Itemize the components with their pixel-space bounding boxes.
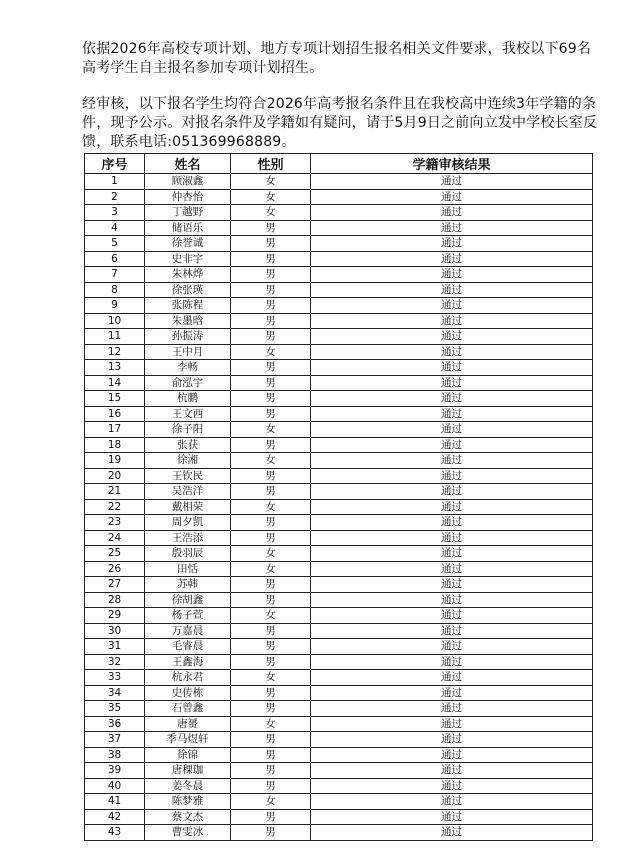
cell-gender: 男: [231, 406, 311, 422]
table-row: [85, 747, 593, 763]
cell-name: 苏韩: [145, 577, 231, 593]
cell-index: 4: [85, 220, 145, 236]
table-row: [85, 794, 593, 810]
cell-result: 通过: [311, 546, 593, 562]
cell-result: 通过: [311, 220, 593, 236]
cell-name: 王浩添: [145, 530, 231, 546]
table-row: [85, 437, 593, 453]
cell-name: 殷羽辰: [145, 546, 231, 562]
table-header-row: [85, 154, 593, 174]
cell-name: 万嘉晨: [145, 623, 231, 639]
table-row: [85, 530, 593, 546]
cell-name: 徐胡鑫: [145, 592, 231, 608]
cell-name: 杭永君: [145, 670, 231, 686]
cell-result: 通过: [311, 778, 593, 794]
cell-result: 通过: [311, 391, 593, 407]
cell-name: 吴浩洋: [145, 484, 231, 500]
table-row: [85, 375, 593, 391]
cell-gender: 男: [231, 484, 311, 500]
header-name: 姓名: [145, 154, 231, 174]
cell-name: 史非宇: [145, 251, 231, 267]
table-row: [85, 298, 593, 314]
cell-result: 通过: [311, 577, 593, 593]
table-row: [85, 546, 593, 562]
cell-result: 通过: [311, 298, 593, 314]
table-row: [85, 391, 593, 407]
cell-index: 22: [85, 499, 145, 515]
cell-name: 孙振涛: [145, 329, 231, 345]
cell-name: 姜冬晨: [145, 778, 231, 794]
cell-name: 唐赟: [145, 716, 231, 732]
cell-result: 通过: [311, 701, 593, 717]
cell-name: 王中月: [145, 344, 231, 360]
cell-gender: 女: [231, 546, 311, 562]
cell-index: 15: [85, 391, 145, 407]
cell-gender: 女: [231, 794, 311, 810]
cell-index: 12: [85, 344, 145, 360]
intro-paragraph-2: 经审核，以下报名学生均符合2026年高考报名条件且在我校高中连续3年学籍的条件，现予公示。对报名条件及学籍如有疑问，请于5月9日之前向立发中学校长室反馈，联系电话:051369968889。: [82, 96, 598, 150]
cell-gender: 男: [231, 329, 311, 345]
cell-result: 通过: [311, 205, 593, 221]
cell-name: 徐张瑛: [145, 282, 231, 298]
cell-name: 丁越野: [145, 205, 231, 221]
cell-result: 通过: [311, 267, 593, 283]
cell-index: 9: [85, 298, 145, 314]
table-row: [85, 205, 593, 221]
cell-gender: 男: [231, 623, 311, 639]
cell-gender: 男: [231, 267, 311, 283]
cell-result: 通过: [311, 685, 593, 701]
table-row: [85, 561, 593, 577]
table-row: [85, 267, 593, 283]
cell-index: 10: [85, 313, 145, 329]
cell-name: 仲杏怡: [145, 189, 231, 205]
cell-name: 杭鹏: [145, 391, 231, 407]
cell-result: 通过: [311, 406, 593, 422]
cell-index: 11: [85, 329, 145, 345]
cell-name: 王钦民: [145, 468, 231, 484]
cell-name: 陈梦雅: [145, 794, 231, 810]
cell-index: 5: [85, 236, 145, 252]
cell-name: 朱林烨: [145, 267, 231, 283]
cell-name: 季马煜轩: [145, 732, 231, 748]
cell-result: 通过: [311, 453, 593, 469]
table-row: [85, 344, 593, 360]
cell-result: 通过: [311, 763, 593, 779]
cell-name: 徐子阳: [145, 422, 231, 438]
table-row: [85, 577, 593, 593]
cell-result: 通过: [311, 608, 593, 624]
cell-name: 张获: [145, 437, 231, 453]
table-row: [85, 670, 593, 686]
cell-gender: 女: [231, 716, 311, 732]
table-row: [85, 592, 593, 608]
cell-result: 通过: [311, 468, 593, 484]
cell-gender: 女: [231, 422, 311, 438]
cell-gender: 男: [231, 360, 311, 376]
cell-gender: 女: [231, 453, 311, 469]
cell-result: 通过: [311, 515, 593, 531]
cell-index: 7: [85, 267, 145, 283]
cell-gender: 女: [231, 608, 311, 624]
cell-result: 通过: [311, 344, 593, 360]
cell-gender: 男: [231, 437, 311, 453]
cell-index: 32: [85, 654, 145, 670]
cell-name: 田恬: [145, 561, 231, 577]
cell-result: 通过: [311, 174, 593, 190]
cell-index: 6: [85, 251, 145, 267]
cell-result: 通过: [311, 623, 593, 639]
table-row: [85, 484, 593, 500]
cell-index: 37: [85, 732, 145, 748]
cell-name: 唐稞珈: [145, 763, 231, 779]
header-index: 序号: [85, 154, 145, 174]
cell-result: 通过: [311, 639, 593, 655]
cell-index: 24: [85, 530, 145, 546]
cell-result: 通过: [311, 437, 593, 453]
cell-index: 29: [85, 608, 145, 624]
cell-index: 26: [85, 561, 145, 577]
cell-gender: 女: [231, 344, 311, 360]
table-row: [85, 732, 593, 748]
cell-result: 通过: [311, 329, 593, 345]
cell-result: 通过: [311, 189, 593, 205]
table-row: [85, 778, 593, 794]
cell-gender: 男: [231, 778, 311, 794]
cell-name: 史传栋: [145, 685, 231, 701]
cell-name: 杨子萱: [145, 608, 231, 624]
cell-name: 张陈程: [145, 298, 231, 314]
cell-index: 42: [85, 809, 145, 825]
cell-index: 34: [85, 685, 145, 701]
cell-result: 通过: [311, 375, 593, 391]
cell-gender: 女: [231, 205, 311, 221]
cell-result: 通过: [311, 825, 593, 841]
student-review-table: [84, 153, 593, 841]
cell-index: 13: [85, 360, 145, 376]
cell-gender: 男: [231, 298, 311, 314]
cell-result: 通过: [311, 732, 593, 748]
cell-gender: 男: [231, 747, 311, 763]
cell-index: 40: [85, 778, 145, 794]
table-row: [85, 329, 593, 345]
cell-index: 27: [85, 577, 145, 593]
table-row: [85, 825, 593, 841]
cell-gender: 女: [231, 499, 311, 515]
cell-gender: 男: [231, 825, 311, 841]
cell-index: 20: [85, 468, 145, 484]
cell-gender: 男: [231, 701, 311, 717]
table-row: [85, 623, 593, 639]
cell-index: 1: [85, 174, 145, 190]
cell-index: 41: [85, 794, 145, 810]
cell-gender: 男: [231, 592, 311, 608]
table-row: [85, 313, 593, 329]
table-row: [85, 716, 593, 732]
table-row: [85, 809, 593, 825]
table-row: [85, 468, 593, 484]
table-row: [85, 453, 593, 469]
cell-gender: 男: [231, 654, 311, 670]
cell-gender: 男: [231, 577, 311, 593]
table-row: [85, 499, 593, 515]
cell-gender: 男: [231, 468, 311, 484]
cell-gender: 男: [231, 391, 311, 407]
cell-name: 蔡文杰: [145, 809, 231, 825]
table-row: [85, 174, 593, 190]
cell-index: 31: [85, 639, 145, 655]
table-row: [85, 282, 593, 298]
cell-gender: 男: [231, 639, 311, 655]
cell-index: 14: [85, 375, 145, 391]
cell-result: 通过: [311, 236, 593, 252]
cell-result: 通过: [311, 313, 593, 329]
cell-result: 通过: [311, 360, 593, 376]
cell-gender: 男: [231, 251, 311, 267]
cell-gender: 女: [231, 670, 311, 686]
cell-result: 通过: [311, 809, 593, 825]
cell-index: 30: [85, 623, 145, 639]
cell-index: 36: [85, 716, 145, 732]
cell-index: 23: [85, 515, 145, 531]
cell-result: 通过: [311, 561, 593, 577]
cell-gender: 男: [231, 515, 311, 531]
cell-gender: 男: [231, 809, 311, 825]
cell-gender: 男: [231, 375, 311, 391]
cell-gender: 男: [231, 220, 311, 236]
cell-result: 通过: [311, 530, 593, 546]
cell-result: 通过: [311, 716, 593, 732]
cell-name: 朱墨晗: [145, 313, 231, 329]
intro-paragraph-1: 依据2026年高校专项计划、地方专项计划招生报名相关文件要求，我校以下69名高考学生自主报名参加专项计划招生。: [82, 41, 592, 76]
cell-name: 徐锦: [145, 747, 231, 763]
cell-index: 17: [85, 422, 145, 438]
cell-index: 35: [85, 701, 145, 717]
cell-index: 28: [85, 592, 145, 608]
table-row: [85, 639, 593, 655]
cell-index: 33: [85, 670, 145, 686]
cell-gender: 女: [231, 189, 311, 205]
cell-gender: 男: [231, 313, 311, 329]
cell-name: 石曾鑫: [145, 701, 231, 717]
table-row: [85, 608, 593, 624]
cell-result: 通过: [311, 282, 593, 298]
cell-name: 毛睿晨: [145, 639, 231, 655]
cell-result: 通过: [311, 499, 593, 515]
cell-index: 18: [85, 437, 145, 453]
cell-result: 通过: [311, 422, 593, 438]
table-row: [85, 763, 593, 779]
cell-result: 通过: [311, 592, 593, 608]
table-row: [85, 685, 593, 701]
cell-gender: 男: [231, 763, 311, 779]
cell-index: 39: [85, 763, 145, 779]
cell-gender: 男: [231, 282, 311, 298]
cell-result: 通过: [311, 670, 593, 686]
cell-name: 徐誉诚: [145, 236, 231, 252]
cell-name: 周夕凯: [145, 515, 231, 531]
cell-gender: 女: [231, 561, 311, 577]
cell-index: 16: [85, 406, 145, 422]
table-row: [85, 251, 593, 267]
cell-name: 曹雯冰: [145, 825, 231, 841]
table-row: [85, 515, 593, 531]
cell-index: 3: [85, 205, 145, 221]
table-row: [85, 654, 593, 670]
table-row: [85, 360, 593, 376]
cell-name: 俞泓宇: [145, 375, 231, 391]
cell-gender: 男: [231, 236, 311, 252]
cell-index: 2: [85, 189, 145, 205]
cell-index: 25: [85, 546, 145, 562]
table-row: [85, 406, 593, 422]
cell-name: 储语乐: [145, 220, 231, 236]
cell-result: 通过: [311, 654, 593, 670]
cell-name: 徐湘: [145, 453, 231, 469]
table-row: [85, 422, 593, 438]
cell-index: 38: [85, 747, 145, 763]
cell-name: 戴相荣: [145, 499, 231, 515]
cell-name: 王鑫海: [145, 654, 231, 670]
header-gender: 性别: [231, 154, 311, 174]
cell-gender: 男: [231, 685, 311, 701]
table-row: [85, 236, 593, 252]
cell-name: 李畅: [145, 360, 231, 376]
cell-result: 通过: [311, 251, 593, 267]
table-row: [85, 220, 593, 236]
cell-name: 顾淑鑫: [145, 174, 231, 190]
cell-result: 通过: [311, 794, 593, 810]
cell-result: 通过: [311, 484, 593, 500]
cell-gender: 男: [231, 530, 311, 546]
cell-index: 19: [85, 453, 145, 469]
header-result: 学籍审核结果: [311, 154, 593, 174]
table-row: [85, 701, 593, 717]
cell-gender: 男: [231, 732, 311, 748]
cell-result: 通过: [311, 747, 593, 763]
cell-index: 21: [85, 484, 145, 500]
cell-index: 43: [85, 825, 145, 841]
cell-name: 王文西: [145, 406, 231, 422]
cell-gender: 女: [231, 174, 311, 190]
cell-index: 8: [85, 282, 145, 298]
table-row: [85, 189, 593, 205]
